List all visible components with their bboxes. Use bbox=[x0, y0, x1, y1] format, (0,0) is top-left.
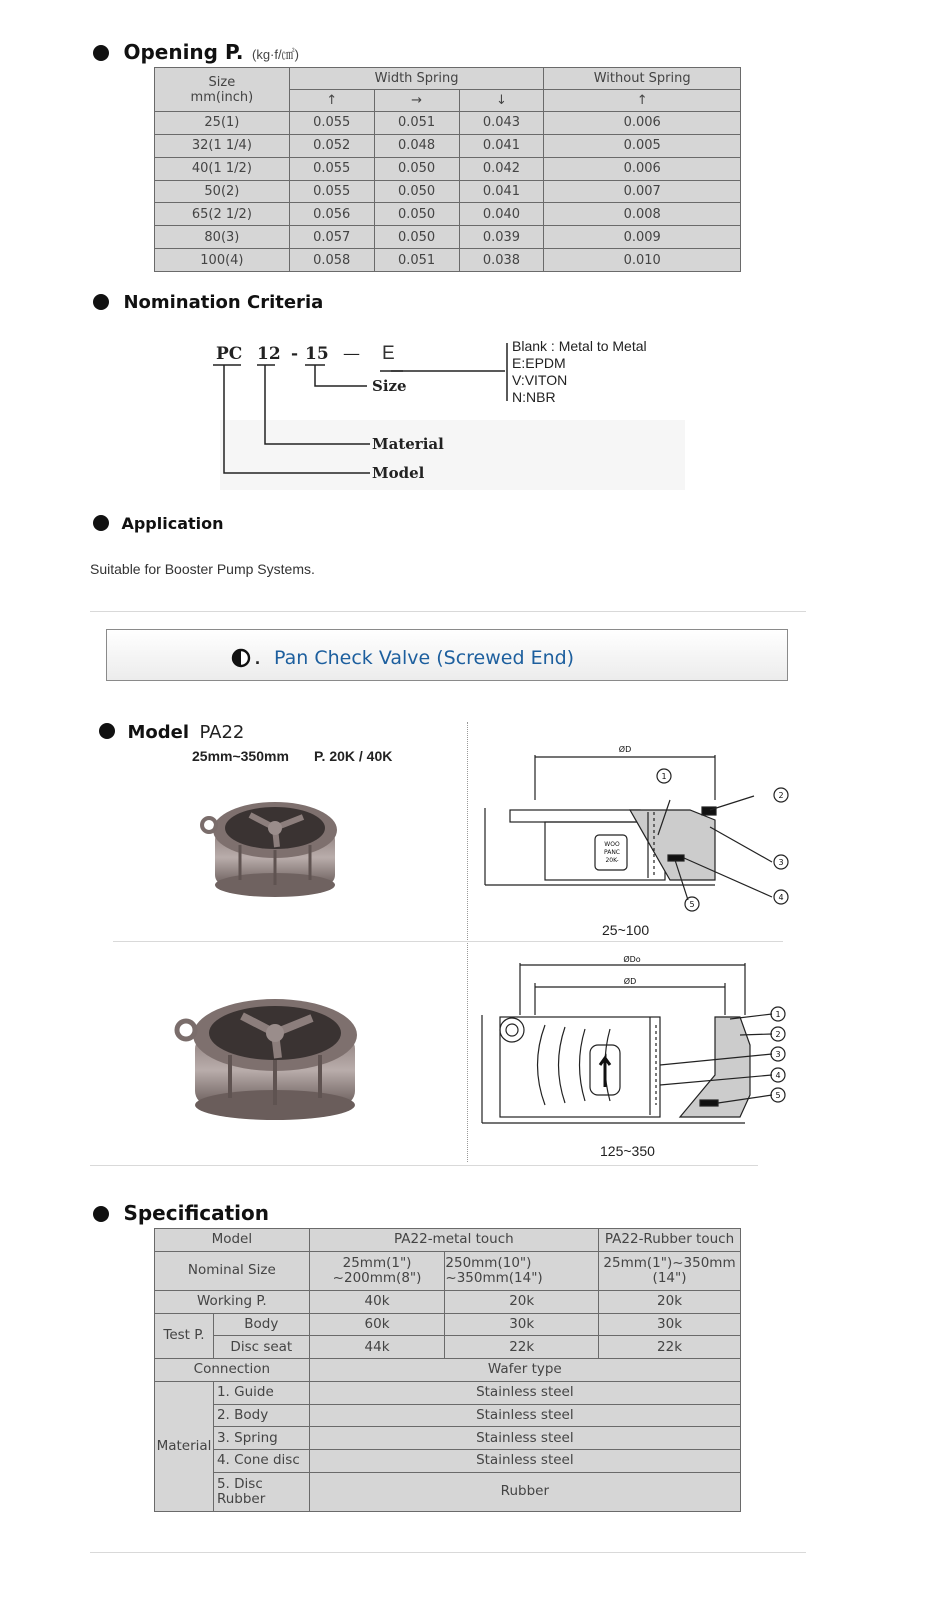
code-seal: E bbox=[382, 343, 395, 364]
spec-metal-touch: PA22-metal touch bbox=[309, 1229, 598, 1252]
flow-arrow-icon bbox=[600, 1058, 610, 1087]
cell: 0.038 bbox=[459, 249, 544, 272]
nomination-heading bbox=[93, 292, 323, 313]
nomination-diagram bbox=[205, 335, 685, 495]
width-spring-header: Width Spring bbox=[289, 68, 544, 90]
spec-model-label: Model bbox=[155, 1229, 310, 1252]
banner-dot: . bbox=[255, 648, 261, 668]
opening-unit: (kg·f/㎠) bbox=[251, 47, 299, 62]
table-row bbox=[155, 249, 741, 272]
spec-body-label: Body bbox=[213, 1313, 309, 1336]
banner-title: Pan Check Valve (Screwed End) bbox=[274, 647, 575, 669]
model-heading bbox=[99, 722, 244, 743]
table-row bbox=[155, 180, 741, 203]
opening-table bbox=[154, 67, 741, 272]
cell: 100(4) bbox=[155, 249, 290, 272]
table-row bbox=[155, 134, 741, 157]
code-size: 15 bbox=[305, 344, 329, 364]
valve-diagram-125-350 bbox=[470, 955, 800, 1135]
cell: 3. Spring bbox=[213, 1427, 309, 1450]
option-epdm: E:EPDM bbox=[512, 355, 566, 371]
cell: 0.041 bbox=[459, 134, 544, 157]
cell: 40(1 1/2) bbox=[155, 157, 290, 180]
callout-3: 3 bbox=[775, 1050, 781, 1059]
bullet-icon bbox=[99, 723, 115, 739]
bullet-icon bbox=[93, 515, 109, 531]
nomination-title: Nomination Criteria bbox=[123, 292, 324, 313]
cell: Stainless steel bbox=[309, 1404, 740, 1427]
option-nbr: N:NBR bbox=[512, 389, 556, 405]
cell: 30k bbox=[445, 1313, 599, 1336]
table-row bbox=[155, 226, 741, 249]
valve-photo-large bbox=[170, 980, 370, 1130]
without-spring-header: Without Spring bbox=[544, 68, 741, 90]
cell: 50(2) bbox=[155, 180, 290, 203]
application-heading bbox=[93, 514, 224, 534]
spec-disc-label: Disc seat bbox=[213, 1336, 309, 1359]
callout-3: 3 bbox=[778, 858, 784, 867]
cell: 0.057 bbox=[289, 226, 374, 249]
arrow-up-icon: ↑ bbox=[289, 90, 374, 112]
model-label: Model bbox=[127, 722, 189, 743]
model-name: PA22 bbox=[199, 722, 245, 743]
cell: 65(2 1/2) bbox=[155, 203, 290, 226]
cell: 20k bbox=[599, 1290, 741, 1313]
cell: 0.040 bbox=[459, 203, 544, 226]
label-material: Material bbox=[372, 435, 444, 453]
plate-text-3: 20K- bbox=[605, 857, 619, 864]
cell: 0.055 bbox=[289, 112, 374, 135]
cell: 25mm(1") ~200mm(8") bbox=[309, 1251, 445, 1290]
cell: 4. Cone disc bbox=[213, 1449, 309, 1472]
cell: 25mm(1")~350mm (14") bbox=[599, 1251, 741, 1290]
arrow-right-icon: → bbox=[374, 90, 459, 112]
cell: 0.051 bbox=[374, 112, 459, 135]
cell: 0.039 bbox=[459, 226, 544, 249]
cell: 0.006 bbox=[544, 157, 741, 180]
cell: Stainless steel bbox=[309, 1381, 740, 1404]
cell: Stainless steel bbox=[309, 1449, 740, 1472]
valve-diagram-25-100 bbox=[470, 740, 800, 920]
cell: 0.010 bbox=[544, 249, 741, 272]
cell: 0.050 bbox=[374, 157, 459, 180]
callout-2: 2 bbox=[778, 791, 784, 800]
cell: 0.043 bbox=[459, 112, 544, 135]
cell: 0.048 bbox=[374, 134, 459, 157]
cell: 80(3) bbox=[155, 226, 290, 249]
spec-connection-label: Connection bbox=[155, 1359, 310, 1382]
callout-5: 5 bbox=[775, 1091, 781, 1100]
spec-table bbox=[154, 1228, 741, 1512]
cell: Wafer type bbox=[309, 1359, 740, 1382]
cell: 25(1) bbox=[155, 112, 290, 135]
callout-4: 4 bbox=[778, 893, 784, 902]
divider bbox=[113, 941, 783, 942]
dim-do: ØDo bbox=[623, 955, 641, 964]
seal-options bbox=[512, 338, 647, 406]
opening-heading bbox=[93, 40, 299, 64]
callout-1: 1 bbox=[661, 772, 667, 781]
table-row bbox=[155, 112, 741, 135]
application-text: Suitable for Booster Pump Systems. bbox=[90, 561, 315, 577]
option-blank: Blank : Metal to Metal bbox=[512, 338, 647, 354]
cell: 22k bbox=[445, 1336, 599, 1359]
cell: 250mm(10") ~350mm(14") bbox=[445, 1251, 599, 1290]
callout-4: 4 bbox=[775, 1071, 781, 1080]
diagram2-caption: 125~350 bbox=[600, 1143, 655, 1159]
option-viton: V:VITON bbox=[512, 372, 568, 388]
size-header: Size mm(inch) bbox=[155, 68, 290, 112]
spec-title: Specification bbox=[123, 1201, 270, 1225]
bullet-icon bbox=[93, 1206, 109, 1222]
code-dash: - bbox=[291, 344, 299, 364]
table-row bbox=[155, 157, 741, 180]
divider bbox=[90, 1165, 758, 1166]
cell: 0.050 bbox=[374, 203, 459, 226]
label-size: Size bbox=[372, 377, 407, 395]
cell: 60k bbox=[309, 1313, 445, 1336]
divider bbox=[90, 611, 806, 612]
cell: 0.050 bbox=[374, 180, 459, 203]
callout-2: 2 bbox=[775, 1030, 781, 1039]
spec-test-label: Test P. bbox=[155, 1313, 214, 1358]
half-circle-icon bbox=[231, 648, 251, 668]
arrow-down-icon: ↓ bbox=[459, 90, 544, 112]
callout-5: 5 bbox=[689, 900, 695, 909]
cell: 1. Guide bbox=[213, 1381, 309, 1404]
cell: 0.005 bbox=[544, 134, 741, 157]
spec-rubber-touch: PA22-Rubber touch bbox=[599, 1229, 741, 1252]
divider bbox=[90, 1552, 806, 1553]
cell: 2. Body bbox=[213, 1404, 309, 1427]
cell: 30k bbox=[599, 1313, 741, 1336]
plate-text-2: PANC bbox=[603, 849, 621, 856]
application-title: Application bbox=[121, 514, 224, 533]
cell: 44k bbox=[309, 1336, 445, 1359]
code-material: 12 bbox=[257, 344, 281, 364]
code-dash-long: — bbox=[343, 344, 360, 364]
cell: 0.042 bbox=[459, 157, 544, 180]
cell: 0.007 bbox=[544, 180, 741, 203]
diagram1-caption: 25~100 bbox=[602, 922, 650, 938]
cell: 0.055 bbox=[289, 180, 374, 203]
plate-text-1: WOO bbox=[604, 841, 620, 848]
opening-title: Opening P. bbox=[123, 40, 244, 64]
product-banner bbox=[106, 629, 788, 681]
dotted-vertical-divider bbox=[467, 722, 468, 1162]
cell: 0.041 bbox=[459, 180, 544, 203]
spec-working-label: Working P. bbox=[155, 1290, 310, 1313]
bullet-icon bbox=[93, 294, 109, 310]
spec-heading bbox=[93, 1201, 269, 1225]
cell: 0.056 bbox=[289, 203, 374, 226]
table-row bbox=[155, 203, 741, 226]
spec-nominal-label: Nominal Size bbox=[155, 1251, 310, 1290]
cell: 22k bbox=[599, 1336, 741, 1359]
cell: Stainless steel bbox=[309, 1427, 740, 1450]
dim-d2: ØD bbox=[623, 977, 637, 986]
cell: 0.050 bbox=[374, 226, 459, 249]
cell: 32(1 1/4) bbox=[155, 134, 290, 157]
cell: 0.052 bbox=[289, 134, 374, 157]
cell: 0.051 bbox=[374, 249, 459, 272]
cell: 0.009 bbox=[544, 226, 741, 249]
cell: 0.006 bbox=[544, 112, 741, 135]
model-range: 25mm~350mm bbox=[192, 748, 289, 764]
cell: 0.008 bbox=[544, 203, 741, 226]
label-model: Model bbox=[372, 464, 425, 482]
model-pressure: P. 20K / 40K bbox=[314, 748, 393, 764]
callout-1: 1 bbox=[775, 1010, 781, 1019]
cell: 20k bbox=[445, 1290, 599, 1313]
cell: 0.055 bbox=[289, 157, 374, 180]
cell: Rubber bbox=[309, 1472, 740, 1511]
spec-material-label: Material bbox=[155, 1381, 214, 1511]
cell: 0.058 bbox=[289, 249, 374, 272]
arrow-up-icon: ↑ bbox=[544, 90, 741, 112]
cell: 40k bbox=[309, 1290, 445, 1313]
code-model: PC bbox=[216, 344, 243, 364]
dim-d: ØD bbox=[618, 745, 632, 754]
valve-photo-small bbox=[195, 785, 355, 905]
cell: 5. Disc Rubber bbox=[213, 1472, 309, 1511]
bullet-icon bbox=[93, 45, 109, 61]
